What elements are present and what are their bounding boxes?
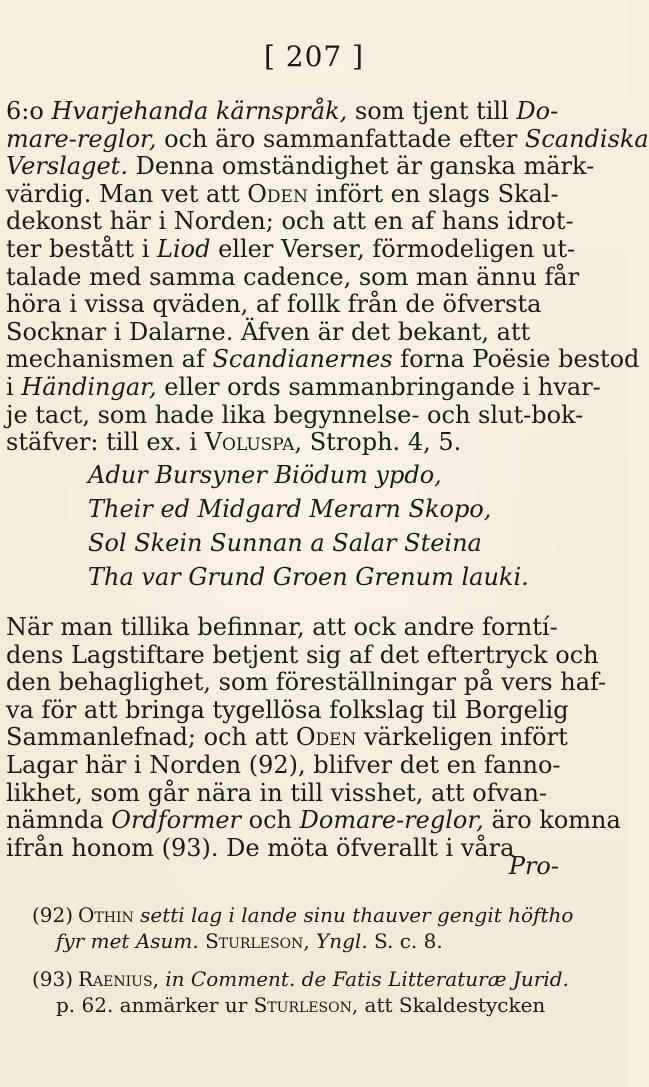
text-line xyxy=(6,668,607,697)
text-run: nämnda xyxy=(6,806,112,835)
text-run: in Comment. de Fatis Litteraturæ Jurid. xyxy=(165,967,569,991)
text-run: forna Poësie bestod xyxy=(392,345,640,374)
text-run: i xyxy=(6,372,22,401)
poem-line: Their ed Midgard Merarn Skopo, xyxy=(88,495,492,523)
text-line xyxy=(6,345,640,374)
text-run: ter bestått i xyxy=(6,234,158,263)
text-run: värkeligen infört xyxy=(356,723,568,752)
text-run: Verslaget. xyxy=(6,152,128,181)
text-run: ifrån honom (93). De möta öfverallt i våra xyxy=(6,833,515,862)
text-line xyxy=(6,181,559,209)
text-run: mare-reglor, xyxy=(6,124,157,153)
text-run: höra i vissa qväden, af follk från de öfversta xyxy=(6,290,542,319)
poem-stanza xyxy=(88,458,548,594)
footnote-line xyxy=(32,992,572,1018)
text-run: dens Lagstiftare betjent sig af det eftertryck och xyxy=(6,640,599,669)
text-run: den behaglighet, som föreställningar på vers haf- xyxy=(6,668,607,697)
text-run: Scandiska xyxy=(524,124,649,153)
footnotes xyxy=(32,902,572,1018)
text-run: som tjent till xyxy=(347,97,517,125)
text-run: Ordformer xyxy=(111,806,242,835)
text-run: Liod xyxy=(157,234,211,263)
text-run: Othin xyxy=(78,903,134,927)
text-run: setti lag i lande sinu thauver gengit höftho xyxy=(133,903,574,927)
text-line xyxy=(6,429,559,457)
text-line xyxy=(6,98,559,126)
text-run: Oden xyxy=(295,723,357,752)
text-run: Raenius xyxy=(78,967,153,991)
footnote-line xyxy=(32,902,572,928)
text-run: dekonst här i Norden; och att en af hans idrot- xyxy=(6,207,574,236)
text-run: Socknar i Dalarne. Äfven är det bekant, att xyxy=(6,317,531,346)
poem-line: Sol Skein Sunnan a Salar Steina xyxy=(88,529,482,557)
text-run: mechanismen af xyxy=(6,345,213,374)
text-run: va för att bringa tygellösa folkslag til Borgelig xyxy=(6,695,569,724)
text-run: Lagar här i Norden (92), blifver det en fanno- xyxy=(6,750,561,779)
text-line xyxy=(6,207,574,236)
text-run: Yngl. xyxy=(316,929,368,953)
text-run: Händingar, xyxy=(21,372,157,401)
text-line xyxy=(6,291,559,319)
text-line xyxy=(6,695,569,725)
text-line xyxy=(6,400,584,430)
text-line xyxy=(6,614,559,642)
text-run: Scandianernes xyxy=(212,345,393,374)
text-line xyxy=(6,806,621,835)
text-run: je tact, som hade lika begynnelse- och slut-bok- xyxy=(6,400,584,429)
footnote-number: (92) xyxy=(32,903,74,927)
text-run: likhet, som går nära in till visshet, att ofvan- xyxy=(6,778,548,807)
text-run: , xyxy=(152,967,166,991)
text-run: eller Verser, förmodeligen ut- xyxy=(210,234,576,263)
text-run: och äro sammanfattade efter xyxy=(156,124,525,153)
text-line xyxy=(6,262,580,292)
text-line xyxy=(6,234,576,264)
footnote-spacer xyxy=(32,954,572,966)
text-run: Voluspa xyxy=(204,428,295,457)
footnote-number: (93) xyxy=(32,967,74,991)
text-run: Sammanlefnad; och att xyxy=(6,723,296,752)
footnote-line xyxy=(32,928,572,954)
text-run: När man tillika befinnar, att ock andre forntí- xyxy=(6,613,558,641)
text-run: infört en slags Skal- xyxy=(307,179,559,208)
text-run: stäfver: till ex. i xyxy=(6,428,205,457)
text-line xyxy=(6,319,559,347)
text-run: Do- xyxy=(516,97,559,125)
text-run: Oden xyxy=(247,179,308,208)
text-run: p. 62. anmärker ur xyxy=(56,993,254,1017)
text-run: äro komna xyxy=(483,806,621,835)
text-run: och xyxy=(241,806,300,835)
catchword: Pro- xyxy=(508,852,559,880)
text-run: värdig. Man vet att xyxy=(6,179,248,208)
text-run: eller ords sammanbringande i hvar- xyxy=(156,372,601,401)
text-run: 6:o xyxy=(6,97,52,125)
text-line xyxy=(6,372,601,402)
poem-line: Adur Bursyner Biödum ypdo, xyxy=(88,461,442,489)
text-run: Sturleson xyxy=(253,993,352,1017)
text-run: Denna omständighet är ganska märk- xyxy=(127,152,595,181)
poem-line: Tha var Grund Groen Grenum lauki. xyxy=(88,563,529,591)
text-run: Sturleson xyxy=(198,929,304,953)
text-run: S. c. 8. xyxy=(367,929,443,953)
text-run: Domare-reglor, xyxy=(299,806,484,835)
text-line xyxy=(6,124,649,154)
text-line xyxy=(6,723,568,752)
text-line xyxy=(6,780,559,808)
text-run: Hvarjehanda kärnspråk, xyxy=(51,97,348,125)
text-run: , att Skaldestycken xyxy=(351,993,546,1017)
text-run: fyr met Asum. xyxy=(56,929,199,953)
text-line xyxy=(6,152,595,181)
text-run: , xyxy=(303,929,317,953)
text-run: talade med samma cadence, som man ännu får xyxy=(6,262,580,291)
text-line xyxy=(6,640,599,670)
text-run: , Stroph. 4, 5. xyxy=(294,428,462,457)
page-number-header: [ 207 ] xyxy=(263,40,365,73)
text-line xyxy=(6,752,559,780)
paragraph-1 xyxy=(6,97,649,457)
paragraph-2 xyxy=(6,613,621,862)
footnote-line xyxy=(32,966,572,992)
